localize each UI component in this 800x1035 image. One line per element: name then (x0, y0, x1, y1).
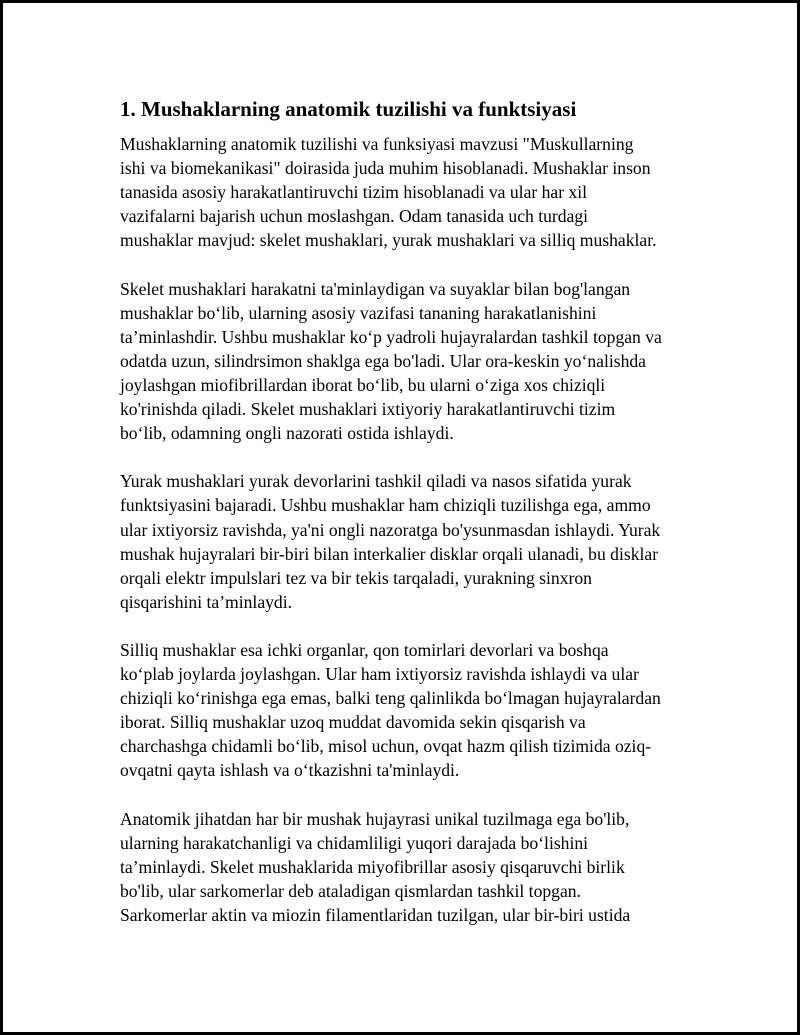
text-line: ko‘plab joylarda joylashgan. Ular ham ixtiyorsiz ravishda ishlaydi va ular (120, 664, 639, 685)
text-line: tanasida asosiy harakatlantiruvchi tizim hisoblanadi va ular har xil (120, 182, 588, 203)
text-line: odatda uzun, silindrsimon shaklga ega bo'ladi. Ular ora-keskin yo‘nalishda (120, 350, 646, 371)
document-body (120, 95, 690, 951)
text-line: charchashga chidamli bo‘lib, misol uchun, ovqat hazm qilish tizimida oziq- (120, 736, 652, 757)
text-line: bo‘lib, odamning ongli nazorati ostida ishlaydi. (120, 423, 454, 444)
text-line: funktsiyasini bajaradi. Ushbu mushaklar ham chiziqli tuzilishga ega, ammo (120, 495, 651, 516)
text-line: chiziqli ko‘rinishga ega emas, balki teng qalinlikda bo‘lmagan hujayralardan (120, 688, 661, 709)
text-line: ta’minlashdir. Ushbu mushaklar ko‘p yadroli hujayralardan tashkil topgan va (120, 326, 662, 347)
text-line: Skelet mushaklari harakatni ta'minlaydigan va suyaklar bilan bog'langan (120, 278, 631, 299)
text-line: ko'rinishda qiladi. Skelet mushaklari ixtiyoriy harakatlantiruvchi tizim (120, 399, 616, 420)
text-line: ular ixtiyorsiz ravishda, ya'ni ongli nazoratga bo'ysunmasdan ishlaydi. Yurak (120, 519, 661, 540)
text-line: orqali elektr impulslari tez va bir tekis tarqaladi, yurakning sinxron (120, 567, 592, 588)
text-line: ularning harakatchanligi va chidamliligi yuqori darajada bo‘lishini (120, 832, 589, 853)
paragraph-intro (120, 132, 690, 252)
section-heading: 1. Mushaklarning anatomik tuzilishi va funktsiyasi (120, 97, 577, 121)
paragraph-smooth-muscles (120, 638, 690, 783)
text-line: bo'lib, ular sarkomerlar deb ataladigan qismlardan tashkil topgan. (120, 880, 581, 901)
text-line: mushak hujayralari bir-biri bilan interkalier disklar orqali ulanadi, bu disklar (120, 543, 659, 564)
text-line: ta’minlaydi. Skelet mushaklarida miyofibrillar asosiy qisqaruvchi birlik (120, 856, 625, 877)
paragraph-anatomy (120, 807, 690, 927)
text-line: mushaklar bo‘lib, ularning asosiy vazifasi tananing harakatlanishini (120, 302, 597, 323)
paragraph-heart-muscles (120, 469, 690, 614)
text-line: qisqarishini ta’minlaydi. (120, 591, 293, 612)
text-line: Silliq mushaklar esa ichki organlar, qon tomirlari devorlari va boshqa (120, 639, 609, 660)
text-line: Sarkomerlar aktin va miozin filamentlaridan tuzilgan, ular bir-biri ustida (120, 905, 631, 925)
text-line: joylashgan miofibrillardan iborat bo‘lib, bu ularni o‘ziga xos chiziqli (120, 374, 606, 395)
text-line: ovqatni qayta ishlash va o‘tkazishni ta'minlaydi. (120, 760, 460, 781)
text-line: iborat. Silliq mushaklar uzoq muddat davomida sekin qisqarish va (120, 712, 586, 733)
text-line: vazifalarni bajarish uchun moslashgan. Odam tanasida uch turdagi (120, 206, 589, 227)
text-line: Yurak mushaklari yurak devorlarini tashkil qiladi va nasos sifatida yurak (120, 471, 632, 492)
paragraph-skeletal-muscles (120, 277, 690, 446)
text-line: Anatomik jihatdan har bir mushak hujayrasi unikal tuzilmaga ega bo'lib, (120, 808, 630, 829)
text-line: ishi va biomekanikasi" doirasida juda muhim hisoblanadi. Mushaklar inson (120, 158, 651, 179)
text-line: mushaklar mavjud: skelet mushaklari, yurak mushaklari va silliq mushaklar. (120, 230, 657, 251)
text-line: Mushaklarning anatomik tuzilishi va funksiyasi mavzusi "Muskullarning (120, 134, 634, 154)
